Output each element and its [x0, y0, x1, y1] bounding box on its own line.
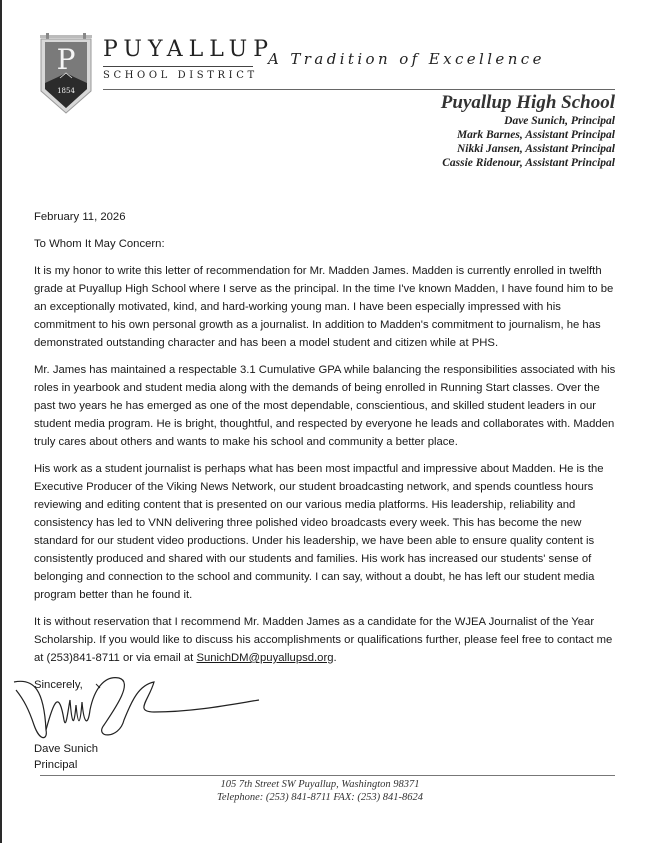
brand-divider: [103, 66, 253, 67]
signer-block: [34, 741, 98, 773]
tagline: A Tradition of Excellence: [268, 50, 545, 68]
district-brand: [103, 38, 274, 81]
closing-period: .: [333, 652, 337, 664]
letter-paragraph: His work as a student journalist is perhaps what has been most impactful and impressive about Madden. He is the Executive Producer of the Viking News Network, our student broadcasting network, and spends countless hours reviewing and editing content that is presented on our various media platforms. His leadership, reliability and consistency has led to VNN delivering three polished video broadcasts every week. This has become the new standard for our student video productions. Under his leadership, we have been able to ensure quality content is consistently produced and shared with our students and families. His work has increased our students' sense of belonging and connection to the school and community. I can say, without a doubt, he has left our student media program better than he found it.: [34, 463, 604, 601]
signature-icon: [4, 670, 304, 750]
letter-date: February 11, 2026: [34, 211, 126, 223]
school-block: [441, 92, 615, 170]
letter-body: [34, 208, 624, 703]
district-logo-icon: [38, 33, 94, 115]
page-edge: [0, 0, 2, 843]
sign-off: Sincerely,: [34, 679, 83, 691]
district-name: PUYALLUP: [103, 37, 275, 62]
footer-contact: Telephone: (253) 841-8711 FAX: (253) 841-8624: [217, 792, 423, 803]
letter-paragraph: It is my honor to write this letter of recommendation for Mr. Madden James. Madden is currently enrolled in twelfth grade at Puyallup High School where I serve as the principal. In the time I've known Madden, I have found him to be an exceptionally motivated, kind, and hard-working young man. I have been especially impressed with his commitment to his own personal growth as a journalist. In addition to Madden's commitment to journalism, he has demonstrated outstanding character and has been a model student and citizen while at PHS.: [34, 265, 614, 349]
district-subtitle: SCHOOL DISTRICT: [103, 70, 258, 81]
signer-name: Dave Sunich: [34, 743, 99, 755]
logo-year: 1854: [57, 87, 75, 95]
staff-assistant-principal: Nikki Jansen, Assistant Principal: [456, 143, 615, 155]
email-link[interactable]: SunichDM@puyallupsd.org: [196, 652, 334, 664]
staff-principal: Dave Sunich, Principal: [504, 115, 615, 127]
closing-text: It is without reservation that I recommend Mr. Madden James as a candidate for the WJEA Journalist of the Year Scholarship. If you would like to discuss his accomplishments or qualifications further, please feel free to contact me at (253)841-8711 or via email at: [34, 616, 613, 664]
school-name: Puyallup High School: [440, 92, 615, 113]
closing-paragraph: [34, 613, 624, 667]
footer-divider: [40, 775, 615, 776]
logo-letter: P: [56, 43, 76, 76]
staff-assistant-principal: Cassie Ridenour, Assistant Principal: [442, 157, 615, 169]
staff-assistant-principal: Mark Barnes, Assistant Principal: [456, 129, 615, 141]
signer-title: Principal: [34, 759, 78, 771]
letter-salutation: To Whom It May Concern:: [34, 238, 165, 250]
footer-address: 105 7th Street SW Puyallup, Washington 98371: [220, 779, 420, 790]
letter-paragraph: Mr. James has maintained a respectable 3.1 Cumulative GPA while balancing the responsibilities associated with his roles in yearbook and student media along with the demands of being enrolled in Running Start classes. Over the past two years he has emerged as one of the most dependable, conscientious, and skilled student leaders in our student media program. He is bright, thoughtful, and respected by everyone he leads and collaborates with. Madden truly cares about others and wants to make his school and community a better place.: [34, 364, 616, 448]
header-divider: [103, 89, 615, 90]
footer: [150, 778, 490, 804]
